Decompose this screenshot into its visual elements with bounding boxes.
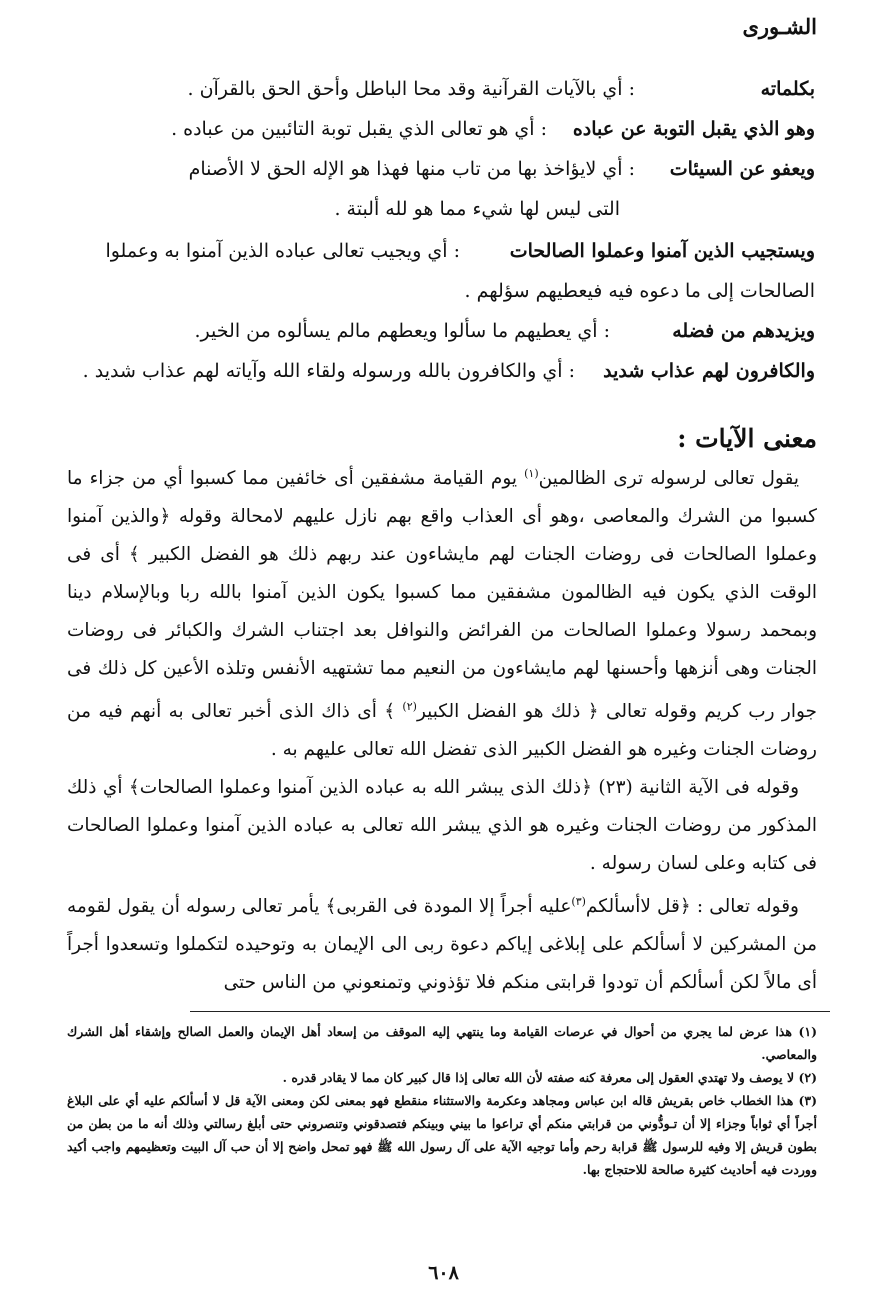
glossary-term: والكافرون لهم عذاب شديد	[603, 360, 815, 382]
footnote-divider	[190, 1011, 830, 1012]
glossary-term: ويعفو عن السيئات	[669, 158, 815, 180]
glossary-definition: : أي هو تعالى الذي يقبل توبة التائبين من عباده .	[171, 118, 547, 140]
glossary-term: ويزيدهم من فضله	[672, 320, 815, 342]
glossary-definition: : أي والكافرون بالله ورسوله ولقاء الله وآياته لهم عذاب شديد .	[82, 360, 575, 382]
glossary-definition-continuation: الصالحات إلى ما دعوه فيه فيعطيهم سؤلهم .	[464, 280, 815, 302]
paragraph-text: يقول تعالى لرسوله ترى الظالمين	[538, 468, 799, 490]
footnote-marker: (٣)	[571, 895, 586, 909]
section-heading: معنى الآيات :	[677, 424, 817, 453]
glossary-term: وهو الذي يقبل التوبة عن عباده	[572, 118, 815, 140]
commentary-body	[67, 455, 817, 1002]
paragraph	[67, 883, 817, 1002]
paragraph-text: ﴾ أى ذاك الذى أخبر تعالى به أنهم فيه من روضات الجنات وغيره هو الفضل الكبير الذى تفضل الله تعالى عليهم به .	[67, 701, 817, 761]
page-number: ٦٠٨	[428, 1262, 459, 1284]
footnote: (٣) هذا الخطاب خاص بقريش قاله ابن عباس ومجاهد وعكرمة والاستثناء منقطع فهو بمعنى لكن ومعنى الآية قل لا أسألكم عليه أي على البلاغ أجراً أي ثواباً وجزاء إلا أن تـودُّوني من قرابتي منكم أي تراعوا ما بيني وبينكم فتصدقوني وتنصروني حتى أبلغ رسالتي وذلك أنه ما من بطن من بطون قريش إلا وفيه للرسول ﷺ قرابة رحم وأما توجيه الآية على آل رسول الله ﷺ فهو تمحل واضح إلا أن حب آل البيت وتعظيمهم واجب أكيد ووردت فيه أحاديث كثيرة صالحة للاحتجاج بها.	[67, 1093, 817, 1177]
footnote: (٢) لا يوصف ولا تهتدي العقول إلى معرفة كنه صفته لأن الله تعالى إذا قال كبير كان مما لا يقادر قدره .	[282, 1070, 817, 1085]
glossary-definition: : أي بالآيات القرآنية وقد محا الباطل وأحق الحق بالقرآن .	[187, 78, 635, 100]
paragraph	[67, 455, 817, 769]
paragraph-text: يوم القيامة مشفقين أى خائفين مما كسبوا أي من جزاء ما كسبوا من الشرك والمعاصى ،وهو أى العذاب واقع بهم نازل عليهم لامحالة وقوله ﴿والذين آمنوا وعملوا الصالحات فى روضات الجنات لهم مايشاءون عند ربهم ذلك هو الفضل الكبير ﴾ أى فى الوقت الذي يكون فيه الظالمون مشفقين مما كسبوا يكون الذين آمنوا بالله ربا وبالإسلام دينا وبمحمد رسولا وعملوا الصالحات من الفرائض والنوافل بعد اجتناب الشرك والكبائر فى روضات الجنات وهى أنزهها وأحسنها لهم مايشاءون من النعيم مما تشتهيه الأنفس وتلذه الأعين كل ذلك فى جوار رب كريم وقوله تعالى ﴿ ذلك هو الفضل الكبير	[67, 468, 817, 723]
paragraph-text: وقوله تعالى : ﴿قل لاأسألكم	[585, 896, 799, 918]
footnote: (١) هذا عرض لما يجري من أحوال في عرصات القيامة وما ينتهي إليه الموقف من إسعاد أهل الإيمان والعمل الصالح وإشقاء أهل الشرك والمعاصي.	[67, 1024, 817, 1062]
glossary-definition: : أي لايؤاخذ بها من تاب منها فهذا هو الإله الحق لا الأصنام	[188, 158, 635, 180]
glossary-definition: : أي ويجيب تعالى عباده الذين آمنوا به وعملوا	[105, 240, 460, 262]
paragraph: وقوله فى الآية الثانية (٢٣) ﴿ذلك الذى يبشر الله به عباده الذين آمنوا وعملوا الصالحات﴾ أي ذلك المذكور من روضات الجنات وغيره هو الذي يبشر الله تعالى به عباده الذين آمنوا وعملوا الصالحات فى كتابه وعلى لسان رسوله .	[67, 777, 817, 875]
footnote-marker: (١)	[524, 467, 539, 480]
footnote-marker: (٢)	[402, 700, 417, 714]
glossary-definition: : أي يعطيهم ما سألوا ويعطهم مالم يسألوه من الخير.	[194, 320, 610, 342]
paragraph-text: عليه أجراً إلا المودة فى القربى﴾ يأمر تعالى رسوله أن يقول لقومه من المشركين لا أسألكم على إبلاغى إياكم دعوة ربى الى الإيمان به وتوحيده لتكملوا وتسعدوا أجراً أى مالاً لكن أسألكم أن تودوا قرابتى منكم فلا تؤذوني وتمنعوني من الناس حتى	[67, 896, 817, 994]
footnotes	[67, 1020, 817, 1181]
glossary-term: بكلماته	[760, 78, 815, 100]
running-head: الشـورى	[742, 14, 817, 39]
glossary-term: ويستجيب الذين آمنوا وعملوا الصالحات	[509, 240, 815, 262]
glossary-definition-continuation: التى ليس لها شيء مما هو لله ألبتة .	[334, 198, 620, 220]
